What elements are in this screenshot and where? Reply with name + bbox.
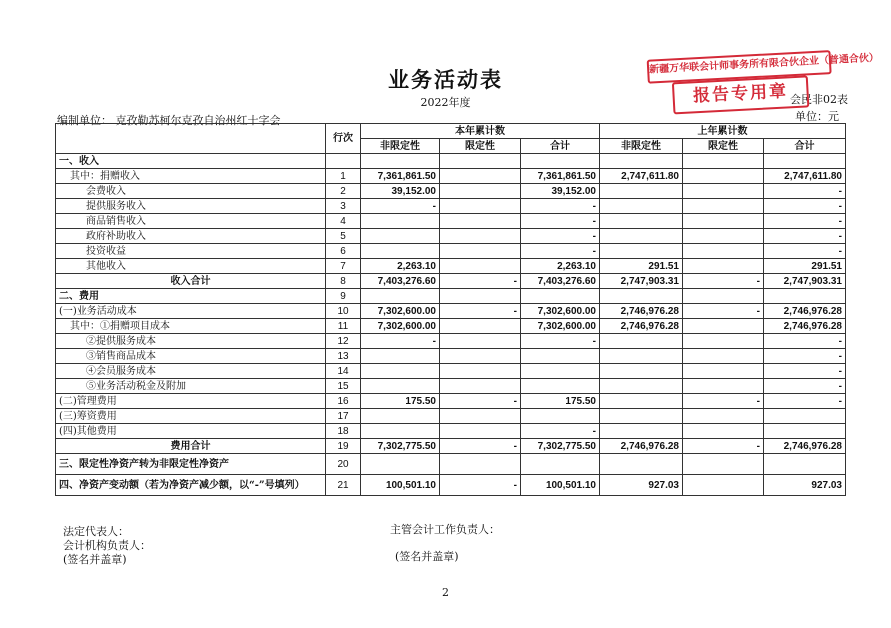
cell-prev-unrestricted (600, 154, 683, 169)
cell-cur-restricted: - (440, 274, 521, 289)
seal-report-stamp: 报告专用章 (672, 75, 809, 114)
header-cur-total: 合计 (521, 139, 600, 154)
row-number: 20 (326, 454, 361, 475)
table-row (56, 199, 846, 214)
page-number: 2 (442, 586, 449, 599)
header-row-no: 行次 (326, 124, 361, 154)
row-label: 其他收入 (56, 259, 326, 274)
cell-cur-unrestricted: 2,263.10 (361, 259, 440, 274)
cell-prev-unrestricted (600, 454, 683, 475)
table-row (56, 184, 846, 199)
row-number: 2 (326, 184, 361, 199)
cell-prev-unrestricted: 2,747,611.80 (600, 169, 683, 184)
cell-cur-restricted (440, 244, 521, 259)
cell-prev-restricted (683, 259, 764, 274)
cell-prev-total: - (764, 229, 846, 244)
row-label: 商品销售收入 (56, 214, 326, 229)
cell-cur-restricted (440, 424, 521, 439)
table-row (56, 334, 846, 349)
cell-cur-restricted (440, 199, 521, 214)
cell-prev-unrestricted (600, 289, 683, 304)
accounting-supervisor-label: 主管会计工作负责人： (390, 523, 500, 536)
table-row (56, 364, 846, 379)
table-row (56, 475, 846, 496)
cell-prev-restricted (683, 409, 764, 424)
cell-cur-total (521, 289, 600, 304)
table-row (56, 244, 846, 259)
cell-prev-restricted (683, 424, 764, 439)
cell-cur-total (521, 349, 600, 364)
activity-statement-table (55, 123, 846, 496)
header-prev-unrestricted: 非限定性 (600, 139, 683, 154)
cell-cur-unrestricted: 7,361,861.50 (361, 169, 440, 184)
cell-prev-total: - (764, 334, 846, 349)
cell-prev-total: - (764, 199, 846, 214)
cell-cur-restricted (440, 169, 521, 184)
cell-prev-total: 2,746,976.28 (764, 439, 846, 454)
report-year: 2022年度 (420, 96, 471, 109)
cell-cur-restricted (440, 319, 521, 334)
row-label: 二、费用 (56, 289, 326, 304)
cell-cur-unrestricted: 175.50 (361, 394, 440, 409)
row-number: 4 (326, 214, 361, 229)
page-title: 业务活动表 (388, 67, 503, 92)
cell-prev-restricted (683, 154, 764, 169)
row-number: 8 (326, 274, 361, 289)
row-number: 12 (326, 334, 361, 349)
row-label: 提供服务收入 (56, 199, 326, 214)
table-row (56, 439, 846, 454)
seal-firm-name: 新疆万华联会计师事务所有限合伙企业（普通合伙） (647, 50, 832, 84)
cell-prev-total: 927.03 (764, 475, 846, 496)
row-number: 13 (326, 349, 361, 364)
cell-cur-restricted: - (440, 394, 521, 409)
cell-prev-total: - (764, 184, 846, 199)
cell-prev-total: 2,747,611.80 (764, 169, 846, 184)
cell-cur-unrestricted (361, 349, 440, 364)
row-label: 费用合计 (56, 439, 326, 454)
cell-cur-total: 7,403,276.60 (521, 274, 600, 289)
cell-cur-total: 2,263.10 (521, 259, 600, 274)
cell-cur-total (521, 154, 600, 169)
cell-prev-unrestricted: 2,746,976.28 (600, 319, 683, 334)
cell-cur-restricted (440, 154, 521, 169)
row-label: 四、净资产变动额（若为净资产减少额，以“-”号填列） (56, 475, 326, 496)
cell-prev-total: - (764, 349, 846, 364)
row-number: 19 (326, 439, 361, 454)
cell-cur-total: 7,302,600.00 (521, 319, 600, 334)
cell-cur-unrestricted: - (361, 199, 440, 214)
cell-prev-total: 291.51 (764, 259, 846, 274)
table-row (56, 394, 846, 409)
row-label: 其中：捐赠收入 (56, 169, 326, 184)
cell-prev-restricted (683, 364, 764, 379)
cell-cur-unrestricted (361, 454, 440, 475)
cell-prev-unrestricted (600, 184, 683, 199)
row-number: 10 (326, 304, 361, 319)
row-label: 投资收益 (56, 244, 326, 259)
cell-cur-restricted: - (440, 475, 521, 496)
cell-prev-unrestricted (600, 409, 683, 424)
cell-prev-unrestricted: 2,747,903.31 (600, 274, 683, 289)
cell-prev-restricted (683, 244, 764, 259)
cell-cur-unrestricted: 39,152.00 (361, 184, 440, 199)
signature-note-right: (签名并盖章) (395, 550, 459, 563)
cell-prev-total (764, 454, 846, 475)
cell-cur-restricted (440, 349, 521, 364)
cell-cur-restricted (440, 184, 521, 199)
legal-representative-label: 法定代表人： (63, 525, 129, 538)
cell-prev-unrestricted (600, 394, 683, 409)
row-label: (二)管理费用 (56, 394, 326, 409)
cell-cur-total (521, 454, 600, 475)
cell-prev-restricted (683, 334, 764, 349)
header-cur-unrestricted: 非限定性 (361, 139, 440, 154)
cell-prev-restricted: - (683, 304, 764, 319)
cell-prev-unrestricted (600, 334, 683, 349)
cell-prev-unrestricted (600, 379, 683, 394)
cell-prev-total (764, 424, 846, 439)
table-row (56, 169, 846, 184)
table-row (56, 289, 846, 304)
cell-prev-total: - (764, 379, 846, 394)
table-row (56, 154, 846, 169)
table-row (56, 349, 846, 364)
table-row (56, 409, 846, 424)
cell-cur-unrestricted (361, 409, 440, 424)
row-number: 17 (326, 409, 361, 424)
row-label: ⑤业务活动税金及附加 (56, 379, 326, 394)
cell-cur-total: 7,361,861.50 (521, 169, 600, 184)
cell-cur-restricted: - (440, 439, 521, 454)
table-row (56, 214, 846, 229)
cell-prev-restricted: - (683, 439, 764, 454)
table-row (56, 259, 846, 274)
cell-cur-unrestricted: 7,302,600.00 (361, 304, 440, 319)
cell-prev-restricted (683, 379, 764, 394)
cell-prev-total: 2,747,903.31 (764, 274, 846, 289)
header-previous-year: 上年累计数 (600, 124, 846, 139)
cell-prev-total: - (764, 244, 846, 259)
row-number: 5 (326, 229, 361, 244)
cell-prev-unrestricted (600, 349, 683, 364)
cell-prev-total: - (764, 394, 846, 409)
row-number: 15 (326, 379, 361, 394)
cell-cur-total: 39,152.00 (521, 184, 600, 199)
row-number: 1 (326, 169, 361, 184)
accounting-agency-head-label: 会计机构负责人： (63, 539, 151, 552)
cell-prev-total (764, 154, 846, 169)
cell-prev-unrestricted (600, 229, 683, 244)
cell-cur-restricted (440, 289, 521, 304)
cell-prev-restricted (683, 454, 764, 475)
cell-prev-unrestricted (600, 424, 683, 439)
row-number (326, 154, 361, 169)
row-label: 一、收入 (56, 154, 326, 169)
cell-prev-total: - (764, 364, 846, 379)
header-prev-total: 合计 (764, 139, 846, 154)
cell-cur-unrestricted: 100,501.10 (361, 475, 440, 496)
cell-prev-total: 2,746,976.28 (764, 319, 846, 334)
cell-cur-unrestricted: 7,302,775.50 (361, 439, 440, 454)
cell-cur-unrestricted: - (361, 334, 440, 349)
cell-cur-total: - (521, 334, 600, 349)
row-number: 7 (326, 259, 361, 274)
signature-note-left: (签名并盖章) (63, 553, 127, 566)
row-number: 6 (326, 244, 361, 259)
cell-prev-restricted (683, 169, 764, 184)
header-prev-restricted: 限定性 (683, 139, 764, 154)
row-label: (四)其他费用 (56, 424, 326, 439)
cell-cur-total: - (521, 229, 600, 244)
cell-cur-restricted (440, 379, 521, 394)
row-number: 11 (326, 319, 361, 334)
table-row (56, 379, 846, 394)
cell-prev-unrestricted: 2,746,976.28 (600, 439, 683, 454)
cell-cur-unrestricted (361, 289, 440, 304)
row-number: 16 (326, 394, 361, 409)
cell-prev-restricted (683, 229, 764, 244)
cell-cur-restricted (440, 229, 521, 244)
cell-prev-restricted: - (683, 394, 764, 409)
row-label: 三、限定性净资产转为非限定性净资产 (56, 454, 326, 475)
cell-cur-total: - (521, 244, 600, 259)
cell-cur-total: - (521, 199, 600, 214)
row-label: 会费收入 (56, 184, 326, 199)
row-label: ④会员服务成本 (56, 364, 326, 379)
cell-cur-restricted (440, 334, 521, 349)
row-label: (三)筹资费用 (56, 409, 326, 424)
cell-cur-total: 7,302,600.00 (521, 304, 600, 319)
cell-prev-unrestricted (600, 214, 683, 229)
cell-cur-unrestricted (361, 364, 440, 379)
cell-prev-restricted (683, 214, 764, 229)
row-label: ②提供服务成本 (56, 334, 326, 349)
cell-prev-unrestricted: 291.51 (600, 259, 683, 274)
cell-cur-restricted (440, 259, 521, 274)
row-label: 其中：①捐赠项目成本 (56, 319, 326, 334)
table-row (56, 319, 846, 334)
currency-unit: 单位：元 (795, 110, 839, 123)
cell-cur-restricted (440, 214, 521, 229)
row-number: 9 (326, 289, 361, 304)
cell-cur-total (521, 364, 600, 379)
cell-cur-total: - (521, 214, 600, 229)
table-row (56, 304, 846, 319)
row-label: 政府补助收入 (56, 229, 326, 244)
header-item (56, 124, 326, 154)
row-number: 3 (326, 199, 361, 214)
header-cur-restricted: 限定性 (440, 139, 521, 154)
cell-prev-total (764, 289, 846, 304)
cell-cur-unrestricted: 7,302,600.00 (361, 319, 440, 334)
cell-prev-restricted (683, 349, 764, 364)
cell-cur-unrestricted (361, 379, 440, 394)
table-row (56, 274, 846, 289)
table-row (56, 424, 846, 439)
cell-prev-restricted (683, 289, 764, 304)
cell-prev-restricted (683, 319, 764, 334)
cell-cur-unrestricted (361, 244, 440, 259)
row-label: 收入合计 (56, 274, 326, 289)
table-row (56, 454, 846, 475)
cell-cur-unrestricted: 7,403,276.60 (361, 274, 440, 289)
cell-prev-total (764, 409, 846, 424)
header-current-year: 本年累计数 (361, 124, 600, 139)
cell-cur-unrestricted (361, 154, 440, 169)
cell-cur-total: 100,501.10 (521, 475, 600, 496)
cell-cur-total: 7,302,775.50 (521, 439, 600, 454)
cell-cur-total (521, 409, 600, 424)
row-number: 14 (326, 364, 361, 379)
auditor-seal (647, 50, 880, 115)
row-label: (一)业务活动成本 (56, 304, 326, 319)
cell-cur-restricted: - (440, 304, 521, 319)
row-label: ③销售商品成本 (56, 349, 326, 364)
header-row-1 (56, 124, 846, 139)
cell-prev-restricted (683, 184, 764, 199)
cell-cur-total (521, 379, 600, 394)
cell-prev-total: 2,746,976.28 (764, 304, 846, 319)
table-row (56, 229, 846, 244)
cell-cur-total: - (521, 424, 600, 439)
cell-cur-unrestricted (361, 424, 440, 439)
cell-prev-restricted (683, 199, 764, 214)
preparing-organization: 编制单位： 克孜勒苏柯尔克孜自治州红十字会 (57, 114, 281, 127)
row-number: 18 (326, 424, 361, 439)
cell-prev-unrestricted: 927.03 (600, 475, 683, 496)
row-number: 21 (326, 475, 361, 496)
cell-cur-restricted (440, 454, 521, 475)
cell-cur-total: 175.50 (521, 394, 600, 409)
cell-cur-unrestricted (361, 229, 440, 244)
cell-prev-restricted (683, 475, 764, 496)
form-code: 会民非02表 (790, 93, 848, 106)
cell-prev-unrestricted (600, 364, 683, 379)
cell-prev-total: - (764, 214, 846, 229)
cell-prev-unrestricted (600, 199, 683, 214)
cell-cur-restricted (440, 364, 521, 379)
cell-prev-unrestricted (600, 244, 683, 259)
cell-prev-unrestricted: 2,746,976.28 (600, 304, 683, 319)
cell-cur-restricted (440, 409, 521, 424)
cell-cur-unrestricted (361, 214, 440, 229)
cell-prev-restricted: - (683, 274, 764, 289)
